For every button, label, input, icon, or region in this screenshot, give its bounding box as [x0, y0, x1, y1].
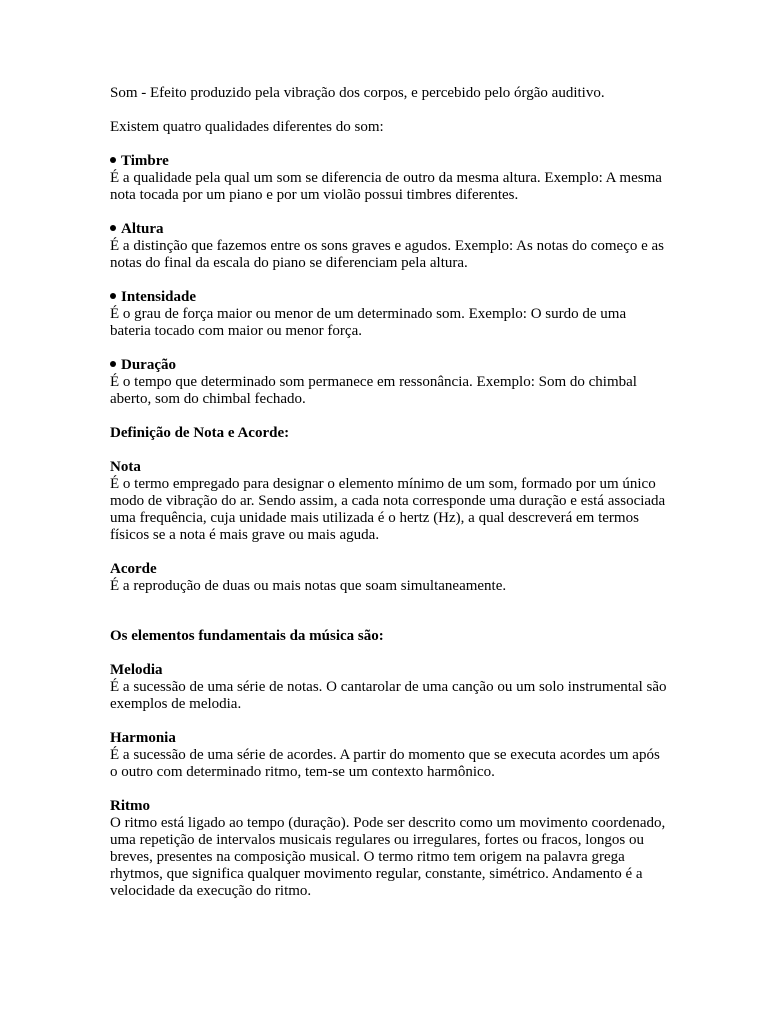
- document-page: [110, 85, 670, 900]
- element-title-ritmo: Ritmo: [110, 798, 150, 814]
- bullet-icon: [110, 157, 116, 163]
- element-title-harmonia: Harmonia: [110, 730, 176, 746]
- definitions-heading: Definição de Nota e Acorde:: [110, 425, 290, 441]
- quality-title: Timbre: [121, 153, 169, 169]
- quality-title: Altura: [121, 221, 164, 237]
- quality-text: É a qualidade pela qual um som se diferencia de outro da mesma altura. Exemplo: A mesma nota tocada por um piano e por um violão possui timbres diferentes.: [110, 170, 662, 203]
- element-title-melodia: Melodia: [110, 662, 163, 678]
- quality-text: É a distinção que fazemos entre os sons graves e agudos. Exemplo: As notas do começo e as notas do final da escala do piano se diferenciam pela altura.: [110, 238, 665, 271]
- nota-text: É o termo empregado para designar o elemento mínimo de um som, formado por um único modo de vibração do ar. Sendo assim, a cada nota corresponde uma duração e está associada uma frequência, cuja unidade mais utilizada é o hertz (Hz), a qual descreverá em termos físicos se a nota é mais grave ou mais aguda.: [110, 476, 666, 543]
- quality-heading-timbre: [110, 153, 670, 170]
- elements-heading: Os elementos fundamentais da música são:: [110, 628, 384, 644]
- qualities-intro: Existem quatro qualidades diferentes do som:: [110, 119, 384, 135]
- sound-definition: Som - Efeito produzido pela vibração dos corpos, e percebido pelo órgão auditivo.: [110, 85, 605, 101]
- quality-title: Duração: [121, 357, 176, 373]
- acorde-title: Acorde: [110, 561, 157, 577]
- quality-heading-intensidade: [110, 289, 670, 306]
- quality-text: É o grau de força maior ou menor de um determinado som. Exemplo: O surdo de uma bateria tocado com maior ou menor força.: [110, 306, 627, 339]
- quality-title: Intensidade: [121, 289, 197, 305]
- acorde-text: É a reprodução de duas ou mais notas que soam simultaneamente.: [110, 578, 507, 594]
- quality-heading-altura: [110, 221, 670, 238]
- bullet-icon: [110, 293, 116, 299]
- quality-text: É o tempo que determinado som permanece em ressonância. Exemplo: Som do chimbal aberto, som do chimbal fechado.: [110, 374, 637, 407]
- bullet-icon: [110, 225, 116, 231]
- element-text: É a sucessão de uma série de acordes. A partir do momento que se executa acordes um após o outro com determinado ritmo, tem-se um contexto harmônico.: [110, 747, 660, 780]
- element-text: O ritmo está ligado ao tempo (duração). Pode ser descrito como um movimento coordenado, uma repetição de intervalos musicais regulares ou irregulares, fortes ou fracos, longos ou breves, presentes na composição musical. O termo ritmo tem origem na palavra grega rhytmos, que significa qualquer movimento regular, constante, simétrico. Andamento é a velocidade da execução do ritmo.: [110, 815, 666, 899]
- element-text: É a sucessão de uma série de notas. O cantarolar de uma canção ou um solo instrumental são exemplos de melodia.: [110, 679, 667, 712]
- bullet-icon: [110, 361, 116, 367]
- nota-title: Nota: [110, 459, 141, 475]
- quality-heading-duracao: [110, 357, 670, 374]
